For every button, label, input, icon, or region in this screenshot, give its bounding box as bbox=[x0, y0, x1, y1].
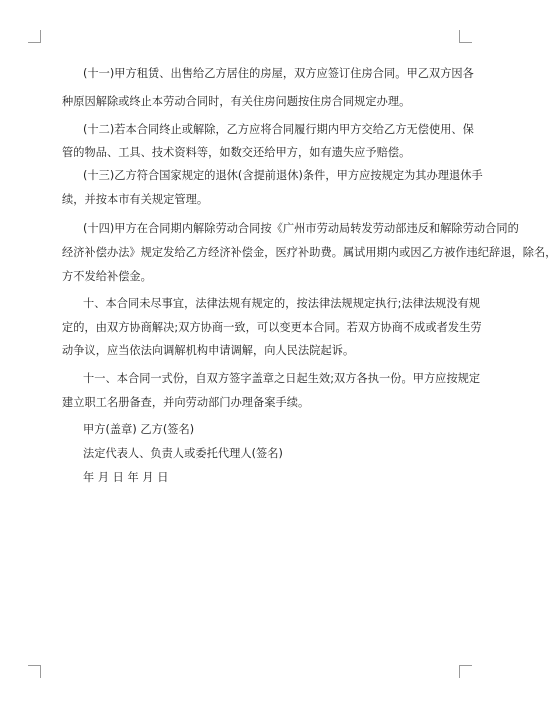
crop-mark-top-right bbox=[459, 30, 472, 43]
paragraph-12-line-2: 管的物品、工具、技术资料等，如数交还给甲方，如有遗失应予赔偿。 bbox=[62, 146, 411, 159]
paragraph-14-line-3: 方不发给补偿金。 bbox=[62, 270, 152, 283]
paragraph-12-line-1: (十二)若本合同终止或解除，乙方应将合同履行期内甲方交给乙方无偿使用、保 bbox=[83, 123, 474, 136]
paragraph-11-line-1: (十一)甲方租赁、出售给乙方居住的房屋，双方应签订住房合同。甲乙双方因各 bbox=[83, 67, 474, 80]
clause-11-line-1: 十一、本合同一式份，自双方签字盖章之日起生效;双方各执一份。甲方应按规定 bbox=[83, 372, 481, 385]
crop-mark-bottom-left bbox=[28, 665, 41, 678]
paragraph-14-line-1: (十四)甲方在合同期内解除劳动合同按《广州市劳动局转发劳动部违反和解除劳动合同的 bbox=[83, 222, 519, 235]
clause-11-line-2: 建立职工名册备查，并向劳动部门办理备案手续。 bbox=[62, 396, 310, 409]
signature-date-line: 年 月 日 年 月 日 bbox=[83, 471, 169, 484]
clause-10-line-3: 动争议，应当依法向调解机构申请调解，向人民法院起诉。 bbox=[62, 344, 355, 357]
legal-representative-label: 法定代表人、负责人或委托代理人(签名) bbox=[83, 447, 283, 460]
clause-10-line-1: 十、本合同未尽事宜，法律法规有规定的，按法律法规规定执行;法律法规没有规 bbox=[83, 297, 481, 310]
clause-10-line-2: 定的，由双方协商解决;双方协商一致，可以变更本合同。若双方协商不成或者发生劳 bbox=[62, 321, 482, 334]
paragraph-13-line-1: (十三)乙方符合国家规定的退休(含提前退休)条件，甲方应按规定为其办理退休手 bbox=[83, 169, 483, 182]
paragraph-11-line-2: 种原因解除或终止本劳动合同时，有关住房问题按住房合同规定办理。 bbox=[62, 95, 411, 108]
crop-mark-bottom-right bbox=[459, 665, 472, 678]
crop-mark-top-left bbox=[28, 30, 41, 43]
paragraph-13-line-2: 续，并按本市有关规定管理。 bbox=[62, 193, 209, 206]
signature-party-labels: 甲方(盖章) 乙方(签名) bbox=[83, 423, 195, 436]
paragraph-14-line-2: 经济补偿办法》规定发给乙方经济补偿金，医疗补助费。属试用期内或因乙方被作违纪辞退，除名， bbox=[62, 246, 556, 259]
